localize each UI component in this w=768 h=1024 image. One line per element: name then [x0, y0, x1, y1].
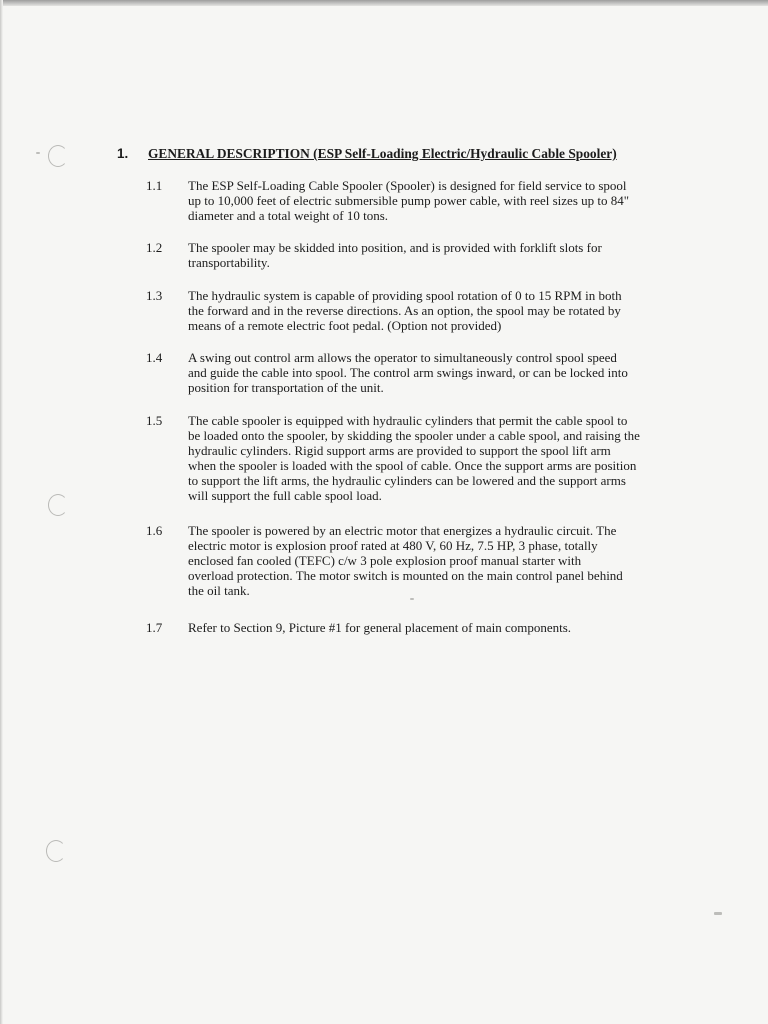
item-number: 1.6 — [146, 523, 163, 538]
item-line: A swing out control arm allows the operator to simultaneously control spool speed — [188, 350, 617, 365]
item-line: and guide the cable into spool. The control arm swings inward, or can be locked into — [188, 365, 628, 380]
item-line: The ESP Self-Loading Cable Spooler (Spooler) is designed for field service to spool — [188, 178, 627, 193]
scan-edge-left — [0, 0, 3, 1024]
item-line: the forward and in the reverse directions. As an option, the spool may be rotated by — [188, 303, 621, 318]
item-line: enclosed fan cooled (TEFC) c/w 3 pole explosion proof manual starter with — [188, 553, 582, 568]
item-line: up to 10,000 feet of electric submersible pump power cable, with reel sizes up to 84" — [188, 193, 630, 208]
item-number: 1.3 — [146, 288, 163, 303]
item-line: position for transportation of the unit. — [188, 380, 384, 395]
section-title: GENERAL DESCRIPTION (ESP Self-Loading Electric/Hydraulic Cable Spooler) — [148, 146, 617, 161]
item-line: when the spooler is loaded with the spool of cable. Once the support arms are position — [188, 458, 637, 473]
item-number: 1.7 — [146, 620, 163, 635]
punch-hole — [48, 145, 68, 167]
item-line: diameter and a total weight of 10 tons. — [188, 208, 389, 223]
list-item — [146, 240, 602, 270]
section-number: 1. — [117, 146, 129, 161]
item-line: hydraulic cylinders. Rigid support arms are provided to support the spool lift arm — [188, 443, 611, 458]
item-text — [188, 620, 571, 635]
item-line: the oil tank. — [188, 583, 250, 598]
item-text — [188, 178, 629, 223]
item-line: transportability. — [188, 255, 270, 270]
item-text — [188, 240, 602, 270]
scan-speck — [410, 598, 414, 600]
item-line: be loaded onto the spooler, by skidding the spooler under a cable spool, and raising the — [188, 428, 640, 443]
punch-hole — [48, 494, 68, 516]
item-line: electric motor is explosion proof rated at 480 V, 60 Hz, 7.5 HP, 3 phase, totally — [188, 538, 598, 553]
item-number: 1.1 — [146, 178, 163, 193]
punch-hole — [46, 840, 66, 862]
section-heading — [117, 146, 617, 162]
item-line: The spooler is powered by an electric motor that energizes a hydraulic circuit. The — [188, 523, 617, 538]
scan-edge-top — [0, 0, 768, 6]
item-number: 1.2 — [146, 240, 163, 255]
list-item — [146, 523, 623, 598]
list-item — [146, 288, 622, 333]
item-text — [188, 350, 628, 395]
list-item — [146, 178, 629, 223]
item-line: The spooler may be skidded into position, and is provided with forklift slots for — [188, 240, 602, 255]
item-number: 1.5 — [146, 413, 163, 428]
item-text — [188, 288, 622, 333]
item-line: The hydraulic system is capable of providing spool rotation of 0 to 15 RPM in both — [188, 288, 622, 303]
list-item — [146, 620, 571, 635]
item-number: 1.4 — [146, 350, 163, 365]
item-text — [188, 413, 640, 503]
item-text — [188, 523, 623, 598]
scan-speck — [714, 912, 722, 915]
list-item — [146, 413, 640, 503]
item-line: overload protection. The motor switch is mounted on the main control panel behind — [188, 568, 623, 583]
list-item — [146, 350, 628, 395]
item-line: will support the full cable spool load. — [188, 488, 382, 503]
item-line: The cable spooler is equipped with hydraulic cylinders that permit the cable spool to — [188, 413, 628, 428]
scan-speck — [36, 152, 40, 154]
item-line: means of a remote electric foot pedal. (Option not provided) — [188, 318, 502, 333]
item-line: Refer to Section 9, Picture #1 for general placement of main components. — [188, 620, 572, 635]
item-line: to support the lift arms, the hydraulic cylinders can be lowered and the support arms — [188, 473, 626, 488]
